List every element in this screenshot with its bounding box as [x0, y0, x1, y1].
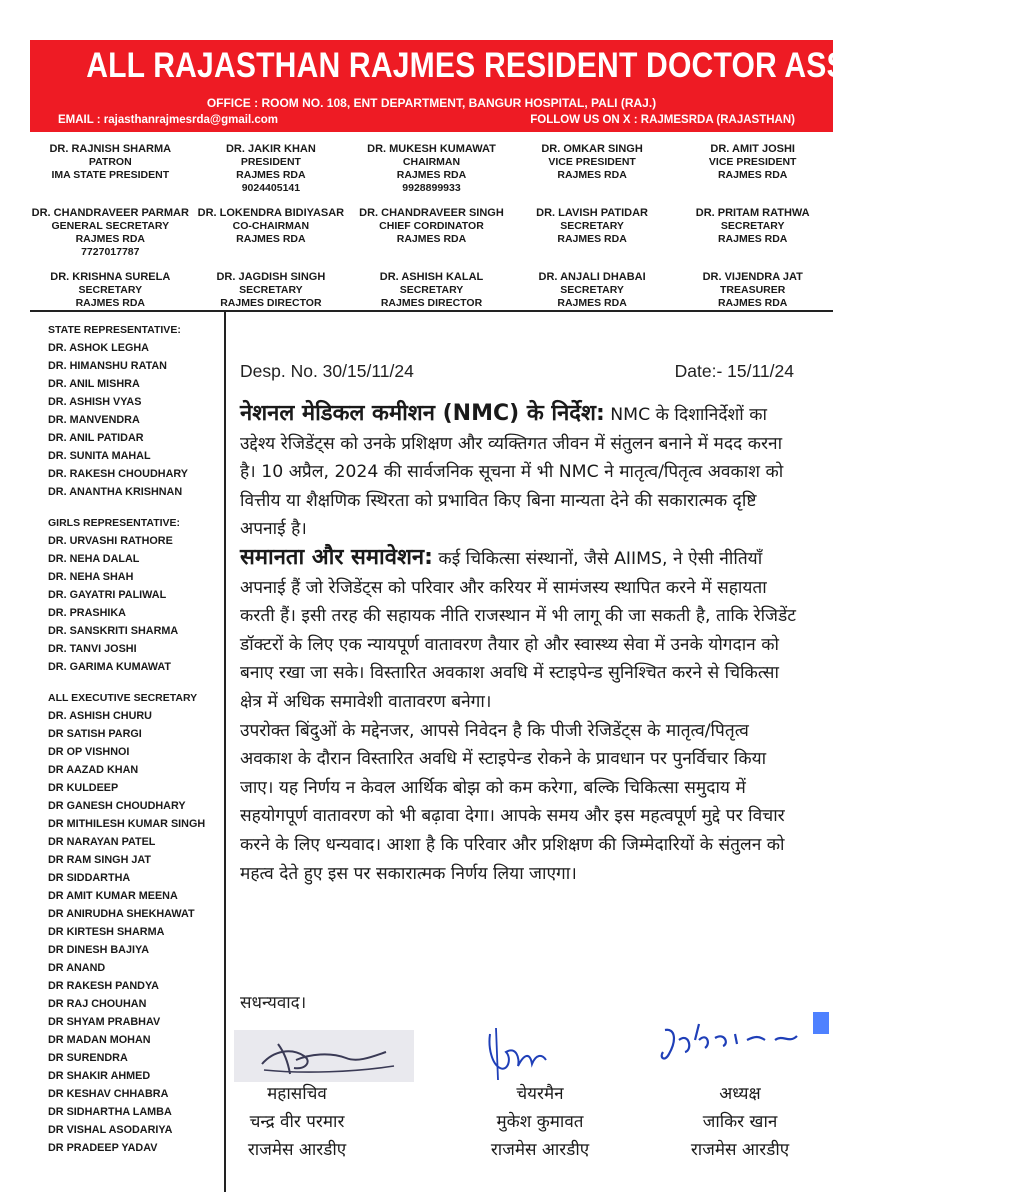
list-item: DR. ANIL PATIDAR — [48, 432, 144, 444]
list-item: DR PRADEEP YADAV — [48, 1142, 158, 1154]
officer-role: CHAIRMAN — [402, 156, 461, 168]
signature-jakir — [655, 1010, 830, 1072]
letter-date: Date:- 15/11/24 — [674, 361, 794, 381]
officer-name: DR. OMKAR SINGH — [541, 143, 643, 155]
list-item: DR RAM SINGH JAT — [48, 854, 151, 866]
header-divider — [30, 310, 833, 312]
officer-role: SECRETARY — [399, 284, 464, 296]
officer-role: SECRETARY — [560, 220, 624, 232]
officer-org: RAJMES RDA — [396, 169, 467, 181]
list-item: DR. TANVI JOSHI — [48, 643, 137, 655]
list-item: DR. GAYATRI PALIWAL — [48, 589, 167, 601]
paragraph-nmc — [240, 400, 798, 544]
officer-card — [30, 207, 191, 265]
officer-name: DR. KRISHNA SURELA — [50, 271, 171, 283]
paragraph-heading: नेशनल मेडिकल कमीशन (NMC) के निर्देश: — [240, 401, 605, 426]
officer-card — [672, 207, 833, 265]
signatory-name: चन्द्र वीर परमार — [249, 1112, 345, 1132]
officer-name: DR. AMIT JOSHI — [710, 143, 795, 155]
list-item: DR. ANIL MISHRA — [48, 378, 140, 390]
list-item: DR SHAKIR AHMED — [48, 1070, 151, 1082]
section-spacer — [48, 501, 218, 514]
list-item: DR. HIMANSHU RATAN — [48, 360, 167, 372]
signature-parmar — [234, 1030, 414, 1082]
list-item: DR AMIT KUMAR MEENA — [48, 890, 178, 902]
officer-org: RAJMES DIRECTOR — [380, 297, 483, 309]
paragraph-request: उपरोक्त बिंदुओं के मद्देनजर, आपसे निवेदन है कि पीजी रेजिडेंट्स के मातृत्व/पितृत्व अवकाश के दौरान विस्तारित अवधि में स्टाइपेन्ड रोकने के प्रावधान पर पुनर्विचार किया जाए। यह निर्णय न केवल आर्थिक बोझ को कम करेगा, बल्कि चिकित्सा समुदाय में सहयोगपूर्ण वातावरण को भी बढ़ावा देगा। आपके समय और इस महत्वपूर्ण मुद्दे पर विचार करने के लिए धन्यवाद। आशा है कि परिवार और प्रशिक्षण की जिम्मेदारियों के संतुलन को महत्व देते हुए इस पर सकारात्मक निर्णय लिया जाएगा। — [240, 720, 785, 884]
officer-org: RAJMES RDA — [717, 297, 788, 309]
list-item: DR. ANANTHA KRISHNAN — [48, 486, 183, 498]
list-item: DR KESHAV CHHABRA — [48, 1088, 169, 1100]
list-item: DR DINESH BAJIYA — [48, 944, 149, 956]
officer-card — [30, 143, 191, 201]
list-item: DR VISHAL ASODARIYA — [48, 1124, 173, 1136]
list-item: DR. RAKESH CHOUDHARY — [48, 468, 188, 480]
list-item: DR SIDHARTHA LAMBA — [48, 1106, 172, 1118]
list-item: DR GANESH CHOUDHARY — [48, 800, 186, 812]
officer-role: PRESIDENT — [240, 156, 301, 168]
list-item: DR SATISH PARGI — [48, 728, 142, 740]
officer-org: RAJMES RDA — [717, 233, 788, 245]
list-item: DR NARAYAN PATEL — [48, 836, 156, 848]
officer-name: DR. LAVISH PATIDAR — [536, 207, 649, 219]
officer-org: RAJMES RDA — [236, 233, 306, 245]
officer-org: IMA STATE PRESIDENT — [51, 169, 170, 181]
signatory-org: राजमेस आरडीए — [690, 1140, 790, 1160]
list-item: DR. NEHA DALAL — [48, 553, 140, 565]
closing-thanks: सधन्यवाद। — [240, 993, 307, 1013]
officer-role: CHIEF CORDINATOR — [379, 220, 484, 232]
list-item: DR. ASHOK LEGHA — [48, 342, 149, 354]
officer-name: DR. RAJNISH SHARMA — [49, 143, 172, 155]
officer-role: SECRETARY — [560, 284, 624, 296]
officer-role: SECRETARY — [720, 220, 785, 232]
section-heading: ALL EXECUTIVE SECRETARY — [48, 692, 198, 704]
list-item: DR SHYAM PRABHAV — [48, 1016, 161, 1028]
section-heading: GIRLS REPRESENTATIVE: — [48, 517, 181, 529]
officer-org: RAJMES RDA — [236, 169, 306, 181]
list-item: DR ANIRUDHA SHEKHAWAT — [48, 908, 195, 920]
list-item: DR KIRTESH SHARMA — [48, 926, 165, 938]
signatory-general-secretary — [207, 1080, 387, 1164]
list-item: DR. NEHA SHAH — [48, 571, 134, 583]
list-item: DR MITHILESH KUMAR SINGH — [48, 818, 206, 830]
section-spacer — [48, 676, 218, 689]
office-address: OFFICE : ROOM NO. 108, ENT DEPARTMENT, BANGUR HOSPITAL, PALI (RAJ.) — [206, 96, 657, 110]
officer-org: RAJMES RDA — [75, 233, 146, 245]
follow-line: FOLLOW US ON X : RAJMESRDA (RAJASTHAN) — [530, 114, 795, 126]
officer-org: RAJMES RDA — [396, 233, 467, 245]
signatory-org: राजमेस आरडीए — [247, 1140, 347, 1160]
officer-role: TREASURER — [720, 284, 786, 296]
list-item: DR MADAN MOHAN — [48, 1034, 151, 1046]
officer-card — [351, 207, 512, 265]
list-item: DR KULDEEP — [48, 782, 119, 794]
signatory-designation: चेयरमैन — [516, 1084, 564, 1104]
list-item: DR. PRASHIKA — [48, 607, 126, 619]
officer-name: DR. VIJENDRA JAT — [702, 271, 803, 283]
list-item: DR RAJ CHOUHAN — [48, 998, 147, 1010]
signatory-designation: महासचिव — [267, 1084, 327, 1104]
officer-org: RAJMES RDA — [75, 297, 146, 309]
officer-role: SECRETARY — [239, 284, 303, 296]
officer-phone: 9024405141 — [241, 182, 301, 194]
officer-card — [191, 143, 352, 201]
signatory-chairman — [450, 1080, 630, 1164]
list-item: DR SURENDRA — [48, 1052, 128, 1064]
list-item: DR ANAND — [48, 962, 106, 974]
list-item: DR. ASHISH VYAS — [48, 396, 142, 408]
list-item: DR RAKESH PANDYA — [48, 980, 159, 992]
officer-card — [672, 271, 833, 329]
email-line: EMAIL : rajasthanrajmesrda@gmail.com — [58, 114, 278, 126]
officer-role: PATRON — [88, 156, 132, 168]
letterhead-banner — [30, 40, 1013, 132]
signatory-president — [650, 1080, 830, 1164]
org-name: ALL RAJASTHAN RAJMES RESIDENT DOCTOR ASSOCIATIONS — [86, 46, 1013, 85]
paragraph-heading: समानता और समावेशन: — [240, 544, 433, 570]
officer-org: RAJMES RDA — [557, 169, 627, 181]
section-heading: STATE REPRESENTATIVE: — [48, 324, 181, 336]
officer-card — [351, 271, 512, 329]
officer-role: VICE PRESIDENT — [708, 156, 797, 168]
list-item: DR. GARIMA KUMAWAT — [48, 661, 171, 673]
list-item: DR OP VISHNOI — [48, 746, 130, 758]
officer-phone: 9928899933 — [402, 182, 461, 194]
signatory-designation: अध्यक्ष — [719, 1084, 761, 1104]
list-item: DR. ASHISH CHURU — [48, 710, 152, 722]
officer-phone: 7727017787 — [81, 246, 140, 258]
officer-card — [512, 207, 673, 265]
officer-name: DR. MUKESH KUMAWAT — [367, 143, 496, 155]
list-item: DR. SUNITA MAHAL — [48, 450, 151, 462]
officer-org: RAJMES RDA — [557, 233, 627, 245]
officer-card — [191, 207, 352, 265]
officer-name: DR. PRITAM RATHWA — [695, 207, 810, 219]
officer-name: DR. JAGDISH SINGH — [216, 271, 326, 283]
letter-body — [240, 400, 798, 888]
officers-grid — [30, 143, 833, 329]
despatch-number: Desp. No. 30/15/11/24 — [240, 361, 414, 381]
column-divider — [224, 312, 226, 1192]
list-item: DR. MANVENDRA — [48, 414, 140, 426]
officer-name: DR. ANJALI DHABAI — [538, 271, 646, 283]
officer-card — [512, 143, 673, 201]
officer-card — [512, 271, 673, 329]
officer-name: DR. LOKENDRA BIDIYASAR — [197, 207, 345, 219]
officer-name: DR. CHANDRAVEER PARMAR — [31, 207, 189, 219]
paragraph-text: NMC के दिशानिर्देशों का उद्देश्य रेजिडेंट्स को उनके प्रशिक्षण और व्यक्तिगत जीवन में संतुलन बनाने में मदद करना है। 10 अप्रैल, 2024 की सार्वजनिक सूचना में भी NMC ने मातृत्व/पितृत्व अवकाश को वित्तीय या शैक्षणिक स्थिरता को प्रभावित किए बिना मान्यता देने की सकारात्मक दृष्टि अपनाई है। — [240, 405, 784, 540]
list-item: DR. SANSKRITI SHARMA — [48, 625, 179, 637]
officer-name: DR. JAKIR KHAN — [225, 143, 316, 155]
paragraph-text: कई चिकित्सा संस्थानों, जैसे AIIMS, ने ऐसी नीतियाँ अपनाई हैं जो रेजिडेंट्स को परिवार और करियर में सामंजस्य स्थापित करने में सहायता करती हैं। इसी तरह की सहायक नीति राजस्थान में भी लागू की जा सकती है, ताकि रेजिडेंट डॉक्टरों के लिए एक न्यायपूर्ण वातावरण तैयार हो और स्वास्थ्य सेवा में उनके योगदान को बनाए रखा जा सके। विस्तारित अवकाश अवधि में स्टाइपेन्ड सुनिश्चित करने से चिकित्सा क्षेत्र में अधिक समावेशी वातावरण बनेगा। — [240, 548, 796, 712]
officer-org: RAJMES DIRECTOR — [220, 297, 322, 309]
signatory-name: जाकिर खान — [702, 1112, 778, 1132]
officer-role: GENERAL SECRETARY — [51, 220, 170, 232]
officer-role: CO-CHAIRMAN — [232, 220, 310, 232]
list-item: DR. URVASHI RATHORE — [48, 535, 173, 547]
officer-name: DR. CHANDRAVEER SINGH — [359, 207, 504, 219]
officer-org: RAJMES RDA — [717, 169, 788, 181]
officer-role: VICE PRESIDENT — [548, 156, 636, 168]
officer-org: RAJMES RDA — [557, 297, 627, 309]
officer-name: DR. ASHISH KALAL — [379, 271, 484, 283]
representatives-list — [48, 321, 218, 1157]
officer-card — [351, 143, 512, 201]
signature-kumawat — [482, 1024, 552, 1082]
signatory-org: राजमेस आरडीए — [490, 1140, 590, 1160]
list-item: DR AAZAD KHAN — [48, 764, 139, 776]
officer-card — [672, 143, 833, 201]
paragraph-equality — [240, 544, 798, 717]
list-item: DR SIDDARTHA — [48, 872, 131, 884]
officer-role: SECRETARY — [78, 284, 143, 296]
signatory-name: मुकेश कुमावत — [496, 1112, 584, 1132]
